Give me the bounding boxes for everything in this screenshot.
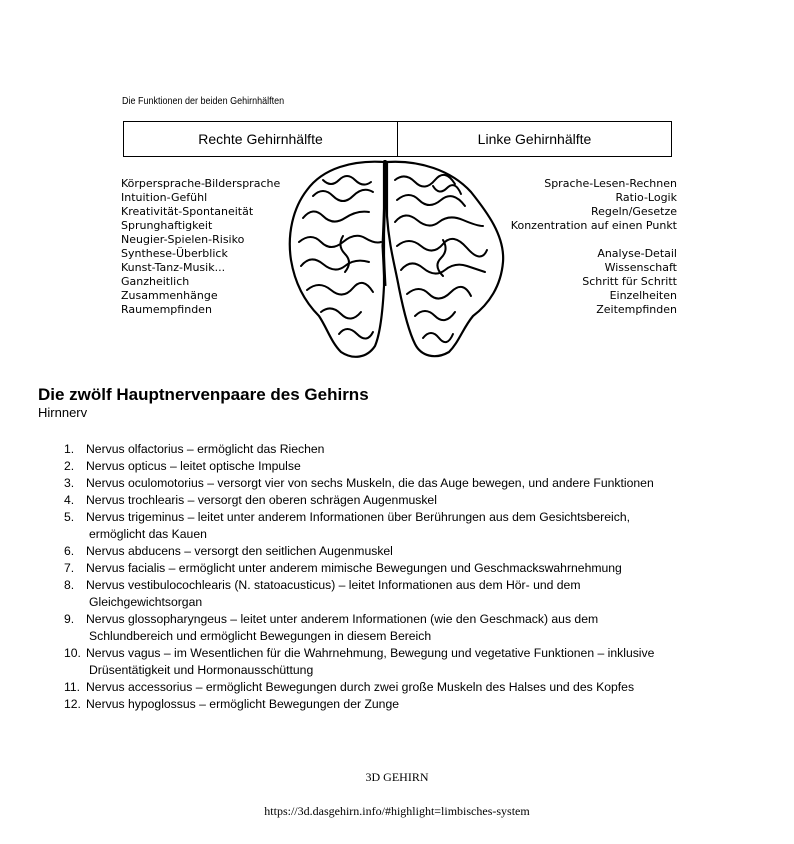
list-item: Wissenschaft <box>604 261 677 274</box>
list-item <box>64 560 764 577</box>
list-item: Kreativität-Spontaneität <box>121 205 254 218</box>
list-item: Ganzheitlich <box>121 275 190 288</box>
list-item: Analyse-Detail <box>597 247 677 260</box>
item-number: 4. <box>64 493 75 507</box>
item-number: 3. <box>64 476 75 490</box>
item-text-line: Nervus vagus – im Wesentlichen für die Wahrnehmung, Bewegung und vegetative Funktionen – inklusive <box>86 646 655 660</box>
list-item: Sprache-Lesen-Rechnen <box>544 177 677 190</box>
list-item: Sprunghaftigkeit <box>121 219 213 232</box>
item-text: Nervus oculomotorius – versorgt vier von sechs Muskeln, die das Auge bewegen, und andere Funktionen <box>86 476 654 490</box>
list-item: Konzentration auf einen Punkt <box>510 219 677 232</box>
list-item: Synthese-Überblick <box>121 247 228 260</box>
brain-illustration <box>283 156 513 362</box>
list-item <box>64 696 764 713</box>
list-item: Intuition-Gefühl <box>121 191 208 204</box>
list-item: Neugier-Spielen-Risiko <box>121 233 245 246</box>
list-item <box>64 441 764 458</box>
item-number: 11. <box>64 680 81 694</box>
item-text-continuation: Gleichgewichtsorgan <box>89 595 203 609</box>
list-item <box>64 679 764 696</box>
item-number: 8. <box>64 578 75 592</box>
item-text-continuation: ermöglicht das Kauen <box>89 527 207 541</box>
item-number: 7. <box>64 561 75 575</box>
figure-caption: Die Funktionen der beiden Gehirnhälften <box>122 96 285 107</box>
list-item: Zeitempfinden <box>596 303 677 316</box>
item-text-line: Nervus glossopharyngeus – leitet unter anderem Informationen (wie den Geschmack) aus dem <box>86 612 599 626</box>
item-text-continuation: Drüsentätigkeit und Hormonausschüttung <box>89 663 314 677</box>
right-hemisphere-title: Rechte Gehirnhälfte <box>198 131 323 147</box>
list-item <box>64 458 764 475</box>
cranial-nerve-list <box>64 441 764 713</box>
list-item: Ratio-Logik <box>615 191 677 204</box>
item-number: 10. <box>64 646 81 660</box>
item-text <box>86 577 764 611</box>
list-item <box>64 509 764 543</box>
item-text-continuation: Schlundbereich und ermöglicht Bewegungen in diesem Bereich <box>89 629 432 643</box>
list-item: Einzelheiten <box>609 289 677 302</box>
list-item: Raumempfinden <box>121 303 212 316</box>
right-hemisphere-functions <box>121 177 280 317</box>
item-number: 6. <box>64 544 75 558</box>
list-item <box>64 645 764 679</box>
item-text: Nervus accessorius – ermöglicht Bewegungen durch zwei große Muskeln des Halses und des Kopfes <box>86 680 635 694</box>
list-item: Zusammenhänge <box>121 289 218 302</box>
item-text-line: Nervus vestibulocochlearis (N. statoacusticus) – leitet Informationen aus dem Hör- und dem <box>86 578 581 592</box>
list-item <box>64 475 764 492</box>
list-item: Schritt für Schritt <box>582 275 677 288</box>
left-hemisphere-functions <box>511 177 677 317</box>
left-hemisphere-title: Linke Gehirnhälfte <box>397 122 671 156</box>
item-text: Nervus trochlearis – versorgt den oberen schrägen Augenmuskel <box>86 493 437 507</box>
item-number: 1. <box>64 442 75 456</box>
list-item: Regeln/Gesetze <box>590 205 677 218</box>
list-item <box>64 577 764 611</box>
list-gap <box>511 233 677 247</box>
item-number: 12. <box>64 697 81 711</box>
hemisphere-header-table <box>123 121 672 157</box>
list-item <box>64 492 764 509</box>
footer-title: 3D GEHIRN <box>365 770 429 784</box>
section-subtitle: Hirnnerv <box>38 405 88 420</box>
list-item: Kunst-Tanz-Musik... <box>121 261 226 274</box>
list-item <box>64 611 764 645</box>
item-number: 9. <box>64 612 75 626</box>
item-text: Nervus abducens – versorgt den seitlichen Augenmuskel <box>86 544 393 558</box>
item-text: Nervus olfactorius – ermöglicht das Riechen <box>86 442 325 456</box>
item-text <box>86 611 764 645</box>
item-text: Nervus facialis – ermöglicht unter anderem mimische Bewegungen und Geschmackswahrnehmung <box>86 561 622 575</box>
item-number: 5. <box>64 510 75 524</box>
item-text <box>86 645 764 679</box>
list-item <box>64 543 764 560</box>
item-text <box>86 509 764 543</box>
item-text-line: Nervus trigeminus – leitet unter anderem Informationen über Berührungen aus dem Gesichtsbereich, <box>86 510 630 524</box>
section-title: Die zwölf Hauptnervenpaare des Gehirns <box>38 385 369 404</box>
footer-link[interactable]: https://3d.dasgehirn.info/#highlight=limbisches-system <box>264 804 530 818</box>
item-number: 2. <box>64 459 75 473</box>
list-item: Körpersprache-Bildersprache <box>121 177 281 190</box>
item-text: Nervus opticus – leitet optische Impulse <box>86 459 301 473</box>
item-text: Nervus hypoglossus – ermöglicht Bewegungen der Zunge <box>86 697 399 711</box>
